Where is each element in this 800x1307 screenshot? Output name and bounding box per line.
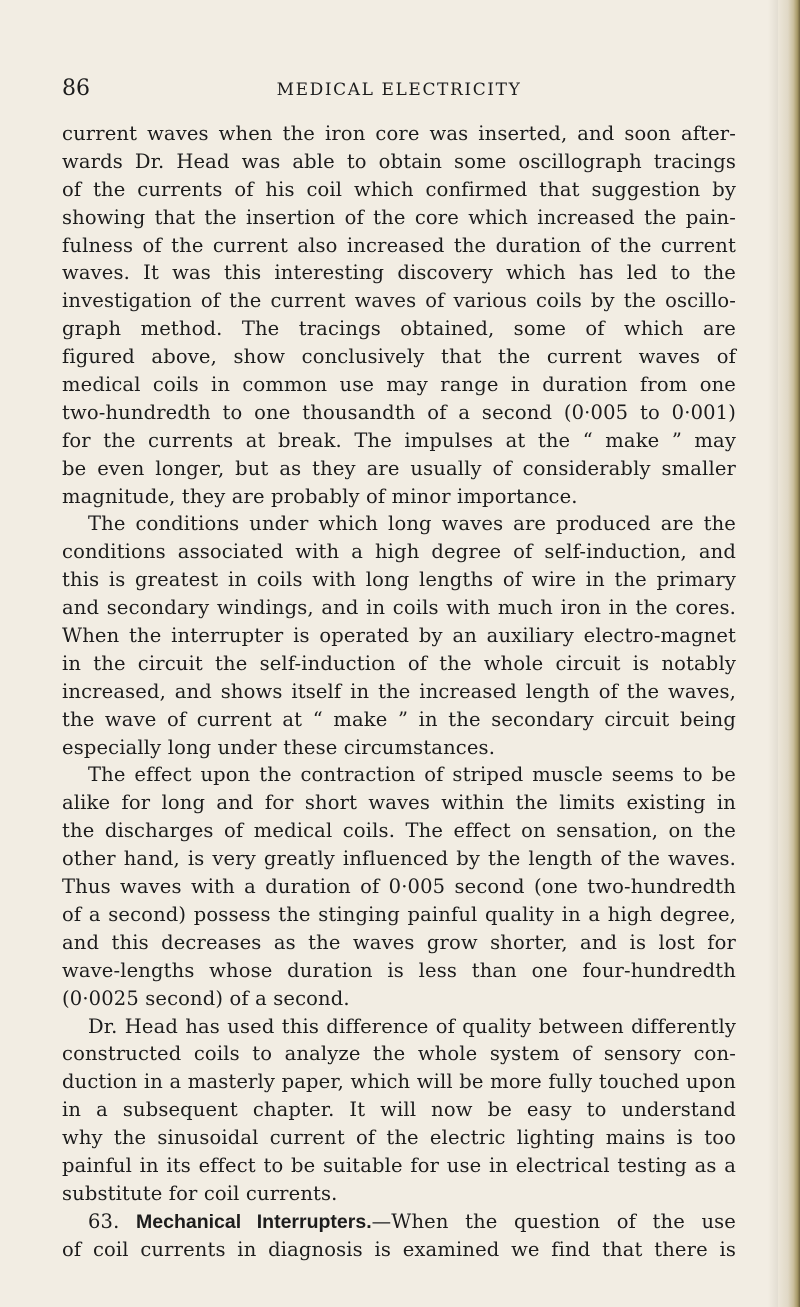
- text-line: and secondary windings, and in coils with much iron in the cores.: [62, 596, 736, 620]
- text-line: When the interrupter is operated by an auxiliary electro-magnet: [62, 624, 736, 648]
- page-header: [62, 75, 736, 105]
- text-line: for the currents at break. The impulses at the “ make ” may: [62, 428, 736, 452]
- text-line: wave-lengths whose duration is less than one four-hundredth: [62, 958, 736, 982]
- text-line: in a subsequent chapter. It will now be easy to understand: [62, 1098, 736, 1122]
- section-first-line: [62, 1208, 736, 1236]
- text-line: two-hundredth to one thousandth of a second (0·005 to 0·001): [62, 400, 736, 424]
- text-line: conditions associated with a high degree of self-induction, and: [62, 540, 736, 564]
- text-line: substitute for coil currents.: [62, 1181, 338, 1205]
- page-edge: [778, 0, 800, 1307]
- text-line: magnitude, they are probably of minor importance.: [62, 484, 578, 508]
- section-number: 63.: [88, 1209, 120, 1233]
- text-line: wards Dr. Head was able to obtain some oscillograph tracings: [62, 149, 736, 173]
- text-line: Thus waves with a duration of 0·005 second (one two-hundredth: [62, 875, 736, 899]
- text-line: fulness of the current also increased the duration of the current: [62, 233, 736, 257]
- text-line: investigation of the current waves of various coils by the oscillo-: [62, 289, 736, 313]
- section-first-line-text: —When the question of the use: [371, 1209, 736, 1233]
- page-edge-shadow: [768, 0, 778, 1307]
- text-line: figured above, show conclusively that the current waves of: [62, 345, 736, 369]
- text-line: constructed coils to analyze the whole system of sensory con-: [62, 1042, 736, 1066]
- text-line: (0·0025 second) of a second.: [62, 986, 350, 1010]
- text-line: the discharges of medical coils. The effect on sensation, on the: [62, 819, 736, 843]
- paragraph-first-line: Dr. Head has used this difference of quality between differently: [88, 1014, 736, 1038]
- text-line: current waves when the iron core was inserted, and soon after-: [62, 122, 736, 145]
- paragraph-first-line: The conditions under which long waves are produced are the: [88, 512, 736, 536]
- text-line: other hand, is very greatly influenced by the length of the waves.: [62, 847, 736, 871]
- text-line: especially long under these circumstances.: [62, 735, 496, 759]
- text-line: the wave of current at “ make ” in the secondary circuit being: [62, 707, 736, 731]
- text-line: alike for long and for short waves within the limits existing in: [62, 791, 736, 815]
- text-line: this is greatest in coils with long lengths of wire in the primary: [62, 568, 736, 592]
- text-line: graph method. The tracings obtained, some of which are: [62, 317, 736, 341]
- text-line: of coil currents in diagnosis is examined we find that there is: [62, 1237, 736, 1261]
- text-line: why the sinusoidal current of the electric lighting mains is too: [62, 1126, 736, 1150]
- running-title: MEDICAL ELECTRICITY: [276, 80, 522, 100]
- text-line: showing that the insertion of the core which increased the pain-: [62, 205, 736, 229]
- text-line: in the circuit the self-induction of the whole circuit is notably: [62, 651, 736, 675]
- paragraph-first-line: The effect upon the contraction of striped muscle seems to be: [88, 763, 736, 787]
- text-line: of a second) possess the stinging painful quality in a high degree,: [62, 902, 736, 926]
- text-line: of the currents of his coil which confirmed that suggestion by: [62, 177, 736, 201]
- page-number: 86: [62, 76, 90, 101]
- section-heading: Mechanical Interrupters.: [136, 1210, 372, 1233]
- text-line: painful in its effect to be suitable for use in electrical testing as a: [62, 1153, 736, 1177]
- text-line: duction in a masterly paper, which will be more fully touched upon: [62, 1070, 736, 1094]
- body-text: [62, 120, 736, 1264]
- text-line: and this decreases as the waves grow shorter, and is lost for: [62, 930, 736, 954]
- text-line: be even longer, but as they are usually of considerably smaller: [62, 456, 736, 480]
- text-line: medical coils in common use may range in duration from one: [62, 373, 736, 397]
- text-line: waves. It was this interesting discovery which has led to the: [62, 261, 736, 285]
- text-line: increased, and shows itself in the increased length of the waves,: [62, 679, 736, 703]
